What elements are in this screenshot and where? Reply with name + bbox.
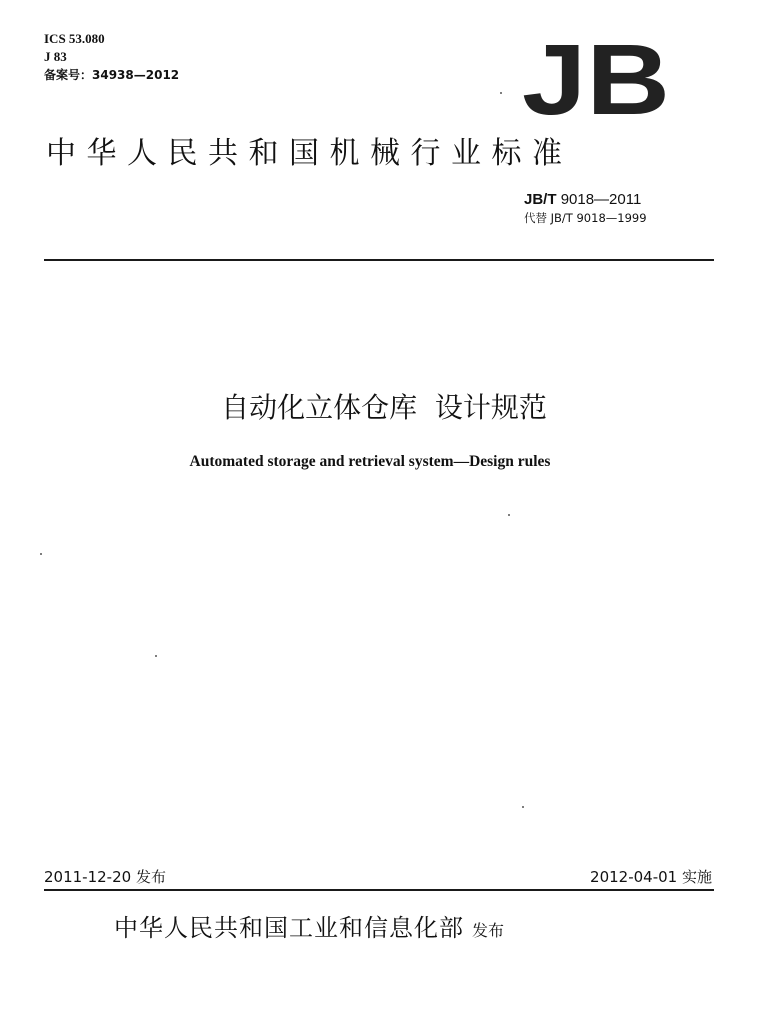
document-title-cn: 自动化立体仓库 设计规范: [221, 391, 547, 424]
scan-speck: [40, 553, 42, 555]
jb-logo-text: JB: [522, 40, 670, 120]
filing-number: 备案号：34938—2012: [44, 68, 180, 82]
document-title-en: Automated storage and retrieval system—Design rules: [189, 453, 551, 470]
scan-speck: [155, 655, 157, 657]
issue-date: 2011-12-20 发布: [44, 868, 166, 886]
publisher-name: 中华人民共和国工业和信息化部: [114, 914, 464, 942]
publisher-line: [114, 908, 504, 943]
top-divider: [44, 259, 714, 261]
standard-code-number: 9018—2011: [560, 191, 642, 208]
standard-number-block: [524, 190, 647, 226]
replaces-standard: 代替 JB/T 9018—1999: [524, 211, 647, 225]
jb-logo: [522, 40, 672, 120]
scan-speck: [522, 806, 524, 808]
standard-code: [524, 190, 647, 210]
ics-code: ICS 53.080: [44, 31, 105, 46]
header-meta: [44, 30, 179, 84]
classification-code: J 83: [44, 49, 67, 64]
org-title: 中华人民共和国机械行业标准: [46, 136, 573, 171]
standard-code-prefix: JB/T: [524, 191, 557, 208]
publisher-label: 发布: [472, 921, 505, 940]
bottom-divider: [44, 889, 714, 891]
implementation-date: 2012-04-01 实施: [590, 868, 712, 886]
scan-speck: [508, 514, 510, 516]
scan-speck: [500, 92, 502, 94]
